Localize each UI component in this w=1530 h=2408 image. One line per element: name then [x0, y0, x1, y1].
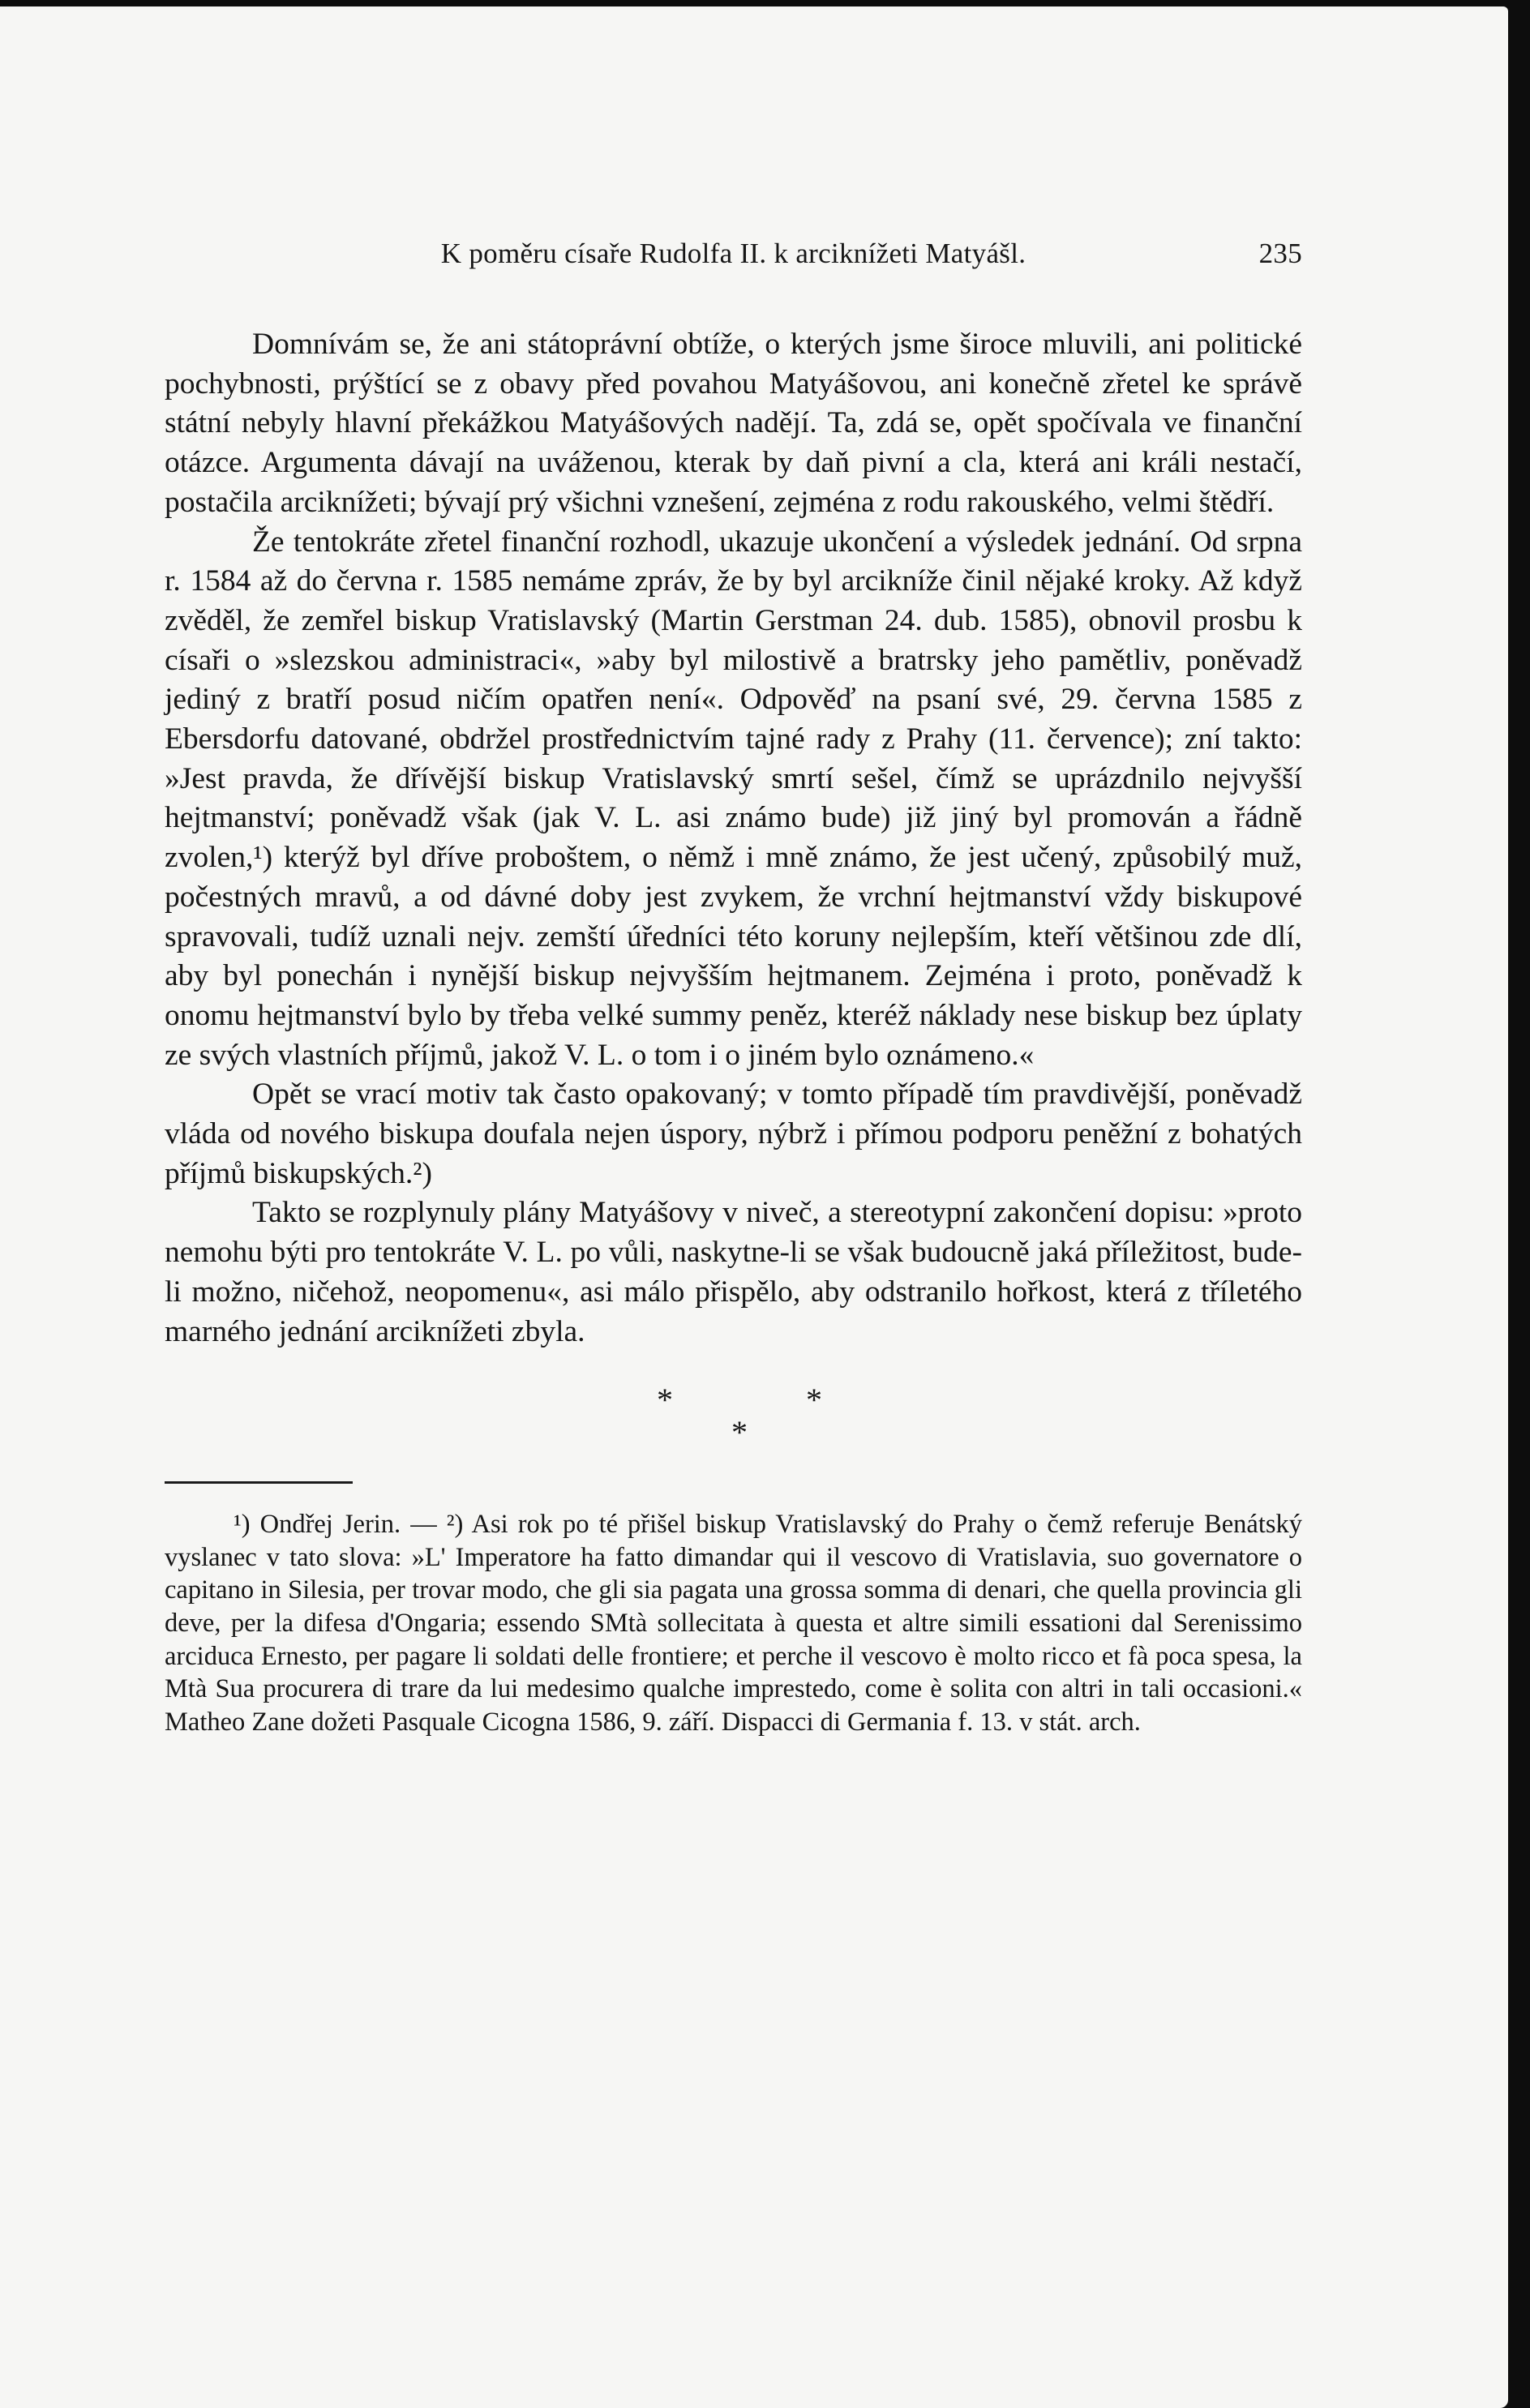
section-separator: [165, 1384, 1302, 1449]
running-head: [165, 238, 1302, 278]
paragraph: Že tentokráte zřetel finanční rozhodl, ukazuje ukončení a výsledek jednání. Od srpna r. 1584 až do června r. 1585 nemáme zpráv, že by byl arciknížе činil nějaké kroky. Až když zvěděl, že zemřel biskup Vratislavský (Martin Gerstman 24. dub. 1585), obnovil prosbu k císaři o »slezskou administraci«, »aby byl milostivě a bratrsky jeho pamětliv, poněvadž jediný z bratří posud ničím opatřen není«. Odpověď na psaní své, 29. června 1585 z Ebersdorfu datované, obdržel prostřednictvím tajné rady z Prahy (11. července); zní takto: »Jest pravda, že dřívější biskup Vratislavský smrtí sešel, čímž se uprázdnilo nejvyšší hejtmanství; poněvadž však (jak V. L. asi známo bude) již jiný byl promován a řádně zvolen,¹) kterýž byl dříve proboštem, o němž i mně známo, že jest učený, způsobilý muž, počestných mravů, a od dávné doby jest zvykem, že vrchní hejtmanství vždy biskupové spravovali, tudíž uznali nejv. zemští úředníci této koruny nejlepším, kteří většinou zde dlí, aby byl ponechán i nynější biskup nejvyšším hejtmanem. Zejména i proto, poněvadž k onomu hejtmanství bylo by třeba velké summy peněz, kteréž náklady nese biskup bez úplaty ze svých vlastních příjmů, jakož V. L. o tom i o jiném bylo oznámeno.«: [165, 525, 1302, 1072]
footnotes: [165, 1508, 1302, 1738]
separator-star-bottom: *: [731, 1414, 748, 1451]
text-block: [165, 238, 1302, 1738]
separator-star-left: *: [657, 1382, 673, 1419]
book-page: [0, 6, 1508, 2408]
footnote: ¹) Ondřej Jerin. — ²) Asi rok po té přišel biskup Vratislavský do Prahy o čemž referuje Benátský vyslanec v tato slova: »L' Imperatore ha fatto dimandar qui il vescovo di Vratislavia, suo governatore o capitano in Silesia, per trovar modo, che gli sia pagata una grossa somma di denari, che quella provincia gli deve, per la difesa d'Ongaria; essendo SMtà sollecitata à questa et altre simili essationi dal Serenissimo arciduca Ernesto, per pagare li soldati delle frontiere; et perche il vescovo è molto ricco et fà poca spesa, la Mtà Sua procurera di trare da lui medesimo qualche imprestedo, come è solita con altri in tali occasioni.« Matheo Zane dožeti Pasquale Cicogna 1586, 9. září. Dispacci di Germania f. 13. v stát. arch.: [165, 1510, 1302, 1737]
running-title: K poměru císaře Rudolfa II. k arciknížeti Matyášl.: [440, 238, 1026, 269]
page-number: 235: [1258, 238, 1302, 269]
separator-star-right: *: [806, 1382, 822, 1419]
paragraph: Domnívám se, že ani státoprávní obtíže, o kterých jsme široce mluvili, ani politické pochybnosti, prýštící se z obavy před povahou Matyášovou, ani konečně zřetel ke správě státní nebyly hlavní překážkou Matyášových nadějí. Ta, zdá se, opět spočívala ve finanční otázce. Argumenta dávají na uváženou, kterak by daň pivní a cla, která ani králi nestačí, postačila arciknížeti; bývají prý všichni vznešení, zejména z rodu rakouského, velmi štědří.: [165, 328, 1302, 519]
footnote-rule: [165, 1481, 353, 1484]
paragraph: Opět se vrací motiv tak často opakovaný; v tomto případě tím pravdivější, poněvadž vláda od nového biskupa doufala nejen úspory, nýbrž i přímou podporu peněžní z bohatých příjmů biskupských.²): [165, 1078, 1302, 1190]
paragraph: Takto se rozplynuly plány Matyášovy v niveč, a stereotypní zakončení dopisu: »proto nemohu býti pro tentokráte V. L. po vůli, naskytne-li se však budoucně jaká příležitost, bude-li možno, ničehož, neopomenu«, asi málo přispělo, aby odstranilo hořkost, která z tříletého marného jednání arciknížeti zbyla.: [165, 1196, 1302, 1348]
body-text: [165, 325, 1302, 1352]
